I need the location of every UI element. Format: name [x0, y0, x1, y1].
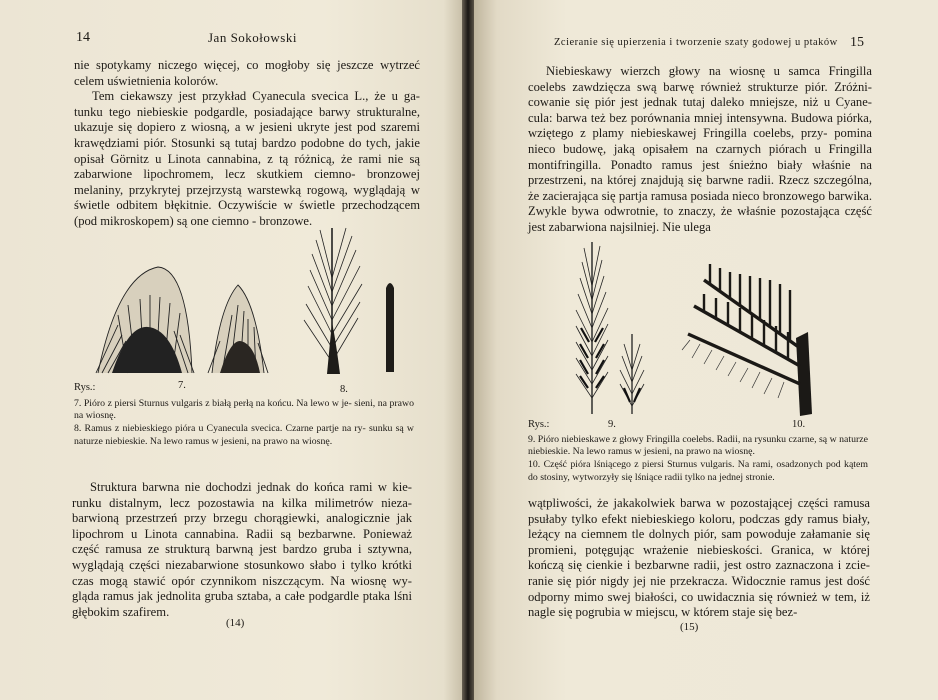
figure-7-illustration	[88, 255, 284, 375]
caption-7: 7. Pióro z piersi Sturnus vulgaris z białą perłą na końcu. Na lewo w je- sieni, na prawo na wiosnę.	[74, 398, 414, 422]
text-line: cowanie się piór jest jednak tutaj daleko mniejsze, niż u Cyane-	[528, 95, 872, 110]
caption-8: 8. Ramus z niebieskiego pióra u Cyanecula svecica. Czarne partje na ry- sunku są w naturze niebieskie. Na lewo ramus w jesieni, na prawo na wiosnę.	[74, 423, 414, 447]
left-page-number: 14	[76, 30, 90, 45]
text-line: wątpliwości, że jakakolwiek barwa w pozostającej części ramusa	[528, 496, 870, 510]
text-line: rami nie są zabarwione lipochromem, lecz skutkiem ciemno-	[74, 151, 420, 182]
text-line: w tem, iż nagle się pogrubia w miejscu, w którem staje się bez-	[528, 589, 870, 620]
figure-number-7: 7.	[178, 380, 186, 391]
figure-label-rys: Rys.:	[528, 419, 550, 430]
text-line: runku distalnym, lecz pozostawia na kilka milimetrów nieza-	[72, 495, 412, 510]
paragraph	[528, 496, 870, 621]
text-line: pomina nieco budowę, jaką opisałem na czarnych piórach	[528, 126, 872, 156]
figure-label-rys: Rys.:	[74, 382, 96, 393]
right-text-bottom	[528, 496, 870, 621]
left-running-head: Jan Sokołowski	[208, 30, 297, 45]
caption-10: 10. Część pióra lśniącego z piersi Sturnus vulgaris. Na rami, osadzonych pod kątem do stosiny, wytworzyły się lśniące radii tylko na jednej stronie.	[528, 459, 868, 483]
text-line: celem uświetnienia kolorów.	[74, 73, 219, 88]
right-running-head: Zcieranie się upierzenia i tworzenie szaty godowej u ptaków	[554, 37, 838, 48]
text-line: ranie się piór nigdy jej nie przekracza. Widocznie ramus jest	[528, 573, 843, 588]
text-line: właśnie pozostająca część jest zabarwiona najsilniej. Nie ulega	[528, 204, 872, 234]
left-text-top	[74, 58, 420, 230]
figure-number-10: 10.	[792, 419, 806, 430]
left-footer-page-number: (14)	[226, 617, 245, 629]
right-page	[474, 0, 938, 700]
text-line: bronzowego barwika. Zwykle bywa odwrotnie, to znaczy, że	[528, 188, 872, 219]
text-line: u Fringilla montifringilla. Ponadto ramus jest śnieżno biały	[528, 141, 872, 172]
text-line: lśni głębokim szafirem.	[72, 589, 412, 619]
caption-9: 9. Pióro niebieskawe z głowy Fringilla coelebs. Radii, na rysunku czarne, są w naturze niebieskie. Na lewo ramus w jesieni, na prawo na wiosnę.	[528, 434, 868, 458]
left-captions	[74, 398, 414, 449]
left-text-bottom	[72, 480, 412, 620]
text-line: gląda ramus jak jednolita gruba sztaba, a całe podgardle ptaka	[72, 589, 391, 604]
text-line: czas mogą stawić opór czynnikom niszczącym. Na wiosnę wy-	[72, 573, 412, 588]
right-page-number: 15	[850, 35, 864, 50]
text-line: nie spotykamy niczego więcej, co mogłoby się jeszcze wytrzeć	[74, 58, 420, 72]
text-line: psułaby tylko efekt niebieskiego koloru, podczas gdy ramus biały,	[528, 511, 870, 526]
text-line: wyglądają w świetle odbitem błękitnie. Oczywiście w świetle	[74, 182, 420, 213]
paragraph	[74, 58, 420, 89]
text-line: Niebieskawy wierzch głowy na wiosnę u samca Fringilla	[546, 64, 872, 78]
text-line: właśnie na przestrzeni, na której znajdują się barwne radii.	[528, 157, 872, 188]
text-line: dość odporny mimo swej białości, co uwidacznia się również	[528, 573, 870, 604]
text-line: ukazuje się dopiero z wiosną, a w jesieni ukryte jest pod szaremi	[74, 120, 420, 135]
text-line: tunku tego niebieskie podgardle, posiadające barwy strukturalne,	[74, 104, 420, 119]
text-line: cula: barwa też bez porównania mniej intensywna. Budowa	[528, 110, 833, 125]
text-line: wyglądają części niezabarwione stosunkowo słabo i tylko krótki	[72, 557, 412, 572]
text-line: przechodzącem (pod mikroskopem) są one ciemno - bronzowe.	[74, 198, 420, 228]
text-line: Struktura barwna nie dochodzi jednak do końca rami w kie-	[90, 480, 412, 494]
text-line: się promieni, potęgując wrażenie niebieskości. Granica, w której	[528, 527, 870, 557]
text-line: kończą się cienkie i bezbarwne radii, jest ostro zaznaczona i zcie-	[528, 558, 870, 573]
paragraph	[74, 89, 420, 229]
text-line: Rzecz szczególna, że zacierająca się partja ramusa posiada nieco	[528, 173, 872, 203]
text-line: barwioną przestrzeń przy brzegu chorągiewki, analogicznie jak	[72, 511, 412, 526]
text-line: część ramusa ze strukturą barwną jest bardzo gruba i sztywna,	[72, 542, 412, 557]
right-captions	[528, 434, 868, 485]
left-page	[0, 0, 462, 700]
text-line: Tem ciekawszy jest przykład Cyanecula svecica L., że u ga-	[92, 89, 420, 104]
book-gutter	[462, 0, 474, 700]
text-line: leżący na ciemnem tle dolnych piór, sam powoduje załamanie	[528, 527, 852, 542]
text-line: piórka, wziętego z plamy niebieskawej Fringilla coelebs, przy-	[528, 110, 872, 141]
paragraph	[72, 480, 412, 620]
figure-number-9: 9.	[608, 419, 616, 430]
paragraph	[528, 64, 872, 236]
figure-9-illustration	[570, 238, 660, 414]
figure-10-illustration	[680, 250, 820, 416]
text-line: lipochrom u Linota cannabina. Radii są bezbarwne. Ponieważ	[72, 526, 412, 541]
text-line: bronzowej melaniny, przykrytej przejrzystą warstewką rogową,	[74, 167, 420, 197]
text-line: coelebs zawdzięcza swą barwę również strukturze piór. Zróżni-	[528, 79, 872, 94]
figure-8-illustration	[296, 222, 408, 374]
text-line: jakie opisał Görnitz u Linota cannabina, z tą różnicą, że	[74, 135, 420, 166]
right-text-top	[528, 64, 872, 236]
right-footer-page-number: (15)	[680, 621, 699, 633]
text-line: krawędziami piór. Stosunki są tutaj bardzo podobne do tych,	[74, 135, 391, 150]
figure-number-8: 8.	[340, 384, 348, 395]
